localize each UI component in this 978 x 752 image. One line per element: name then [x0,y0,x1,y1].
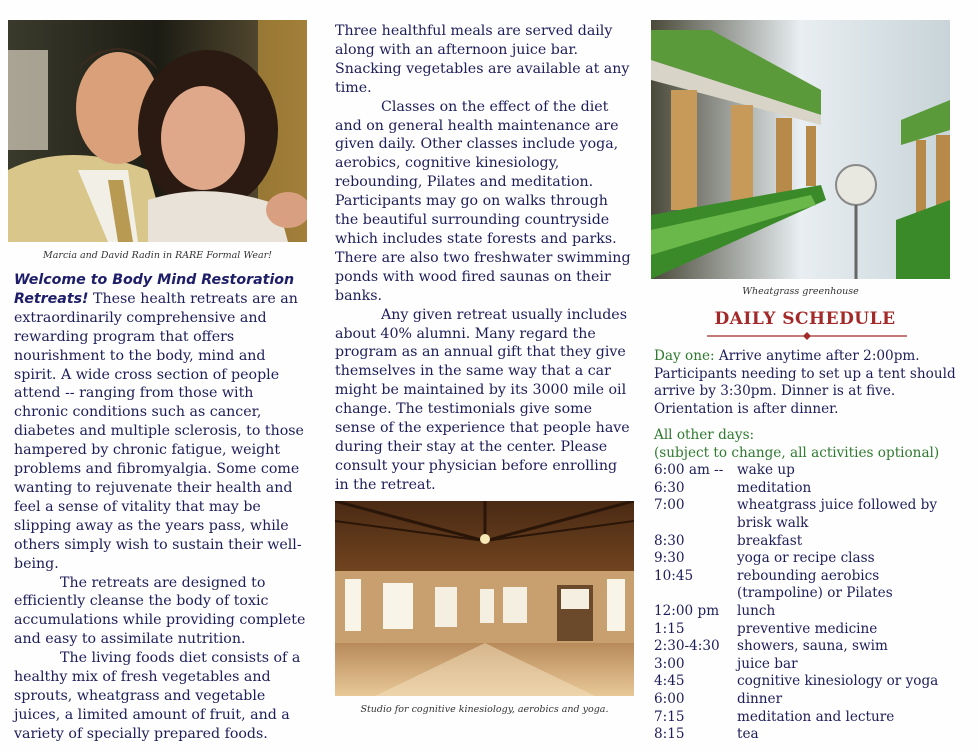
studio-photo [335,501,634,696]
column-2-text [335,22,633,495]
schedule-time: 8:30 [654,532,685,549]
schedule-row [654,656,964,674]
schedule-row [654,550,964,568]
schedule-activity: rebounding aerobics (trampoline) or Pilates [737,567,893,602]
schedule-row [654,568,964,603]
intro-paragraph [14,271,310,574]
schedule-activity: cognitive kinesiology or yoga [737,673,939,690]
other-days-label: All other days: [654,427,755,443]
couple-photo [8,20,307,242]
studio-photo-caption: Studio for cognitive kinesiology, aerobics and yoga. [360,704,609,715]
column-1-text [14,271,310,744]
schedule-time: 3:00 [654,655,685,672]
schedule-activity: preventive medicine [737,620,878,637]
greenhouse-photo [651,20,950,279]
schedule-activity: tea [737,726,759,743]
schedule-activity: wheatgrass juice followed by brisk walk [737,497,938,531]
schedule-time: 4:45 [654,673,685,690]
schedule-row [654,673,964,691]
schedule-time: 7:00 [654,497,685,514]
schedule-table [654,462,964,744]
couple-photo-caption: Marcia and David Radin in RARE Formal Wear! [43,250,272,261]
schedule-row [654,462,964,480]
schedule-activity: meditation [737,479,812,496]
schedule-row [654,709,964,727]
schedule-row [654,480,964,498]
schedule-row [654,497,964,532]
day-one-label: Day one: [654,348,715,364]
diet-paragraph: The living foods diet consists of a healthy mix of fresh vegetables and sprouts, wheatgrass and vegetable juices, a limited amount of fruit, and a variety of specially prepared foods. [14,650,301,742]
schedule-activity: breakfast [737,532,803,549]
day-one-text: Arrive anytime after 2:00pm. Participants needing to set up a tent should arrive by 3:30pm. Dinner is at five. Orientation is after dinner. [654,348,956,417]
schedule-row [654,726,964,744]
other-days-block [654,427,964,744]
day-one-block [654,348,964,418]
schedule-time: 6:00 am -- [654,462,724,479]
schedule-activity: showers, sauna, swim [737,638,888,655]
daily-schedule-title: DAILY SCHEDULE [714,309,896,329]
schedule-row [654,638,964,656]
schedule-time: 12:00 pm [654,602,720,619]
schedule-time: 8:15 [654,726,685,743]
schedule-time: 2:30-4:30 [654,638,720,655]
other-days-note: (subject to change, all activities optional) [654,444,940,461]
alumni-paragraph: Any given retreat usually includes about 40% alumni. Many regard the program as an annual gift that they give themselves in the same way that a car might be maintained by its 3000 mile oil change. The testimonials give some sense of the experience that people have during their stay at the center. Please consult your physician before enrolling in the retreat. [335,306,630,493]
schedule-activity: wake up [737,462,795,479]
schedule-time: 1:15 [654,620,685,637]
welcome-heading: Welcome to Body Mind Restoration Retreats! [14,272,295,307]
title-divider [707,331,907,341]
meals-paragraph: Three healthful meals are served daily along with an afternoon juice bar. Snacking vegetables are available at any time. [335,23,630,96]
schedule-row [654,621,964,639]
schedule-activity: juice bar [737,655,798,672]
schedule-time: 7:15 [654,708,685,725]
classes-paragraph: Classes on the effect of the diet and on general health maintenance are given daily. Other classes include yoga, aerobics, cognitive kinesiology, rebounding, Pilates and meditation. Participants may go on walks through the beautiful surrounding countryside which includes state forests and parks. There are also two freshwater swimming ponds with wood fired saunas on their banks. [335,98,631,304]
cleanse-paragraph: The retreats are designed to efficiently cleanse the body of toxic accumulations while providing complete and easy to assimilate nutrition. [14,574,306,648]
intro-text: These health retreats are an extraordinarily comprehensive and rewarding program that offers nourishment to the body, mind and spirit. A wide cross section of people attend -- ranging from those with chronic conditions such as cancer, diabetes and multiple sclerosis, to those hampered by chronic fatigue, weight problems and fibromyalgia. Some come wanting to rejuvenate their health and feel a sense of vitality that may be slipping away as the years pass, while others simply wish to sustain their well-being. [14,290,304,572]
schedule-activity: lunch [737,602,776,619]
schedule-time: 6:00 [654,690,685,707]
schedule-time: 10:45 [654,567,694,584]
schedule-row [654,603,964,621]
schedule-activity: meditation and lecture [737,708,895,725]
schedule-activity: dinner [737,690,783,707]
schedule-row [654,533,964,551]
schedule-row [654,691,964,709]
schedule-time: 6:30 [654,479,685,496]
greenhouse-photo-caption: Wheatgrass greenhouse [742,286,859,297]
schedule-activity: yoga or recipe class [737,550,875,567]
schedule-time: 9:30 [654,550,685,567]
